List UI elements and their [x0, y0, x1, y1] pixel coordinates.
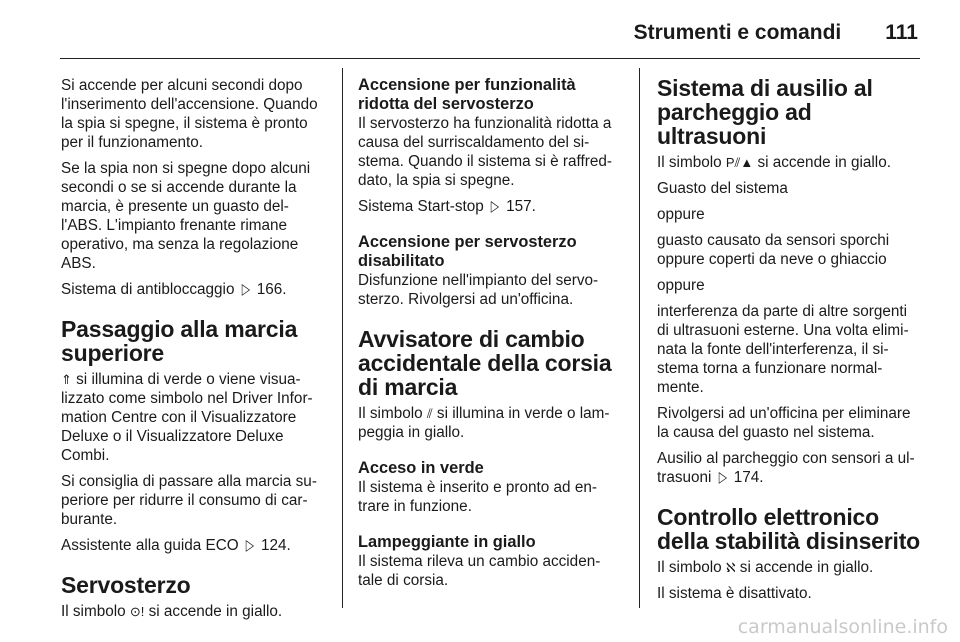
paragraph: oppure	[657, 277, 705, 294]
header-divider	[60, 58, 920, 59]
heading-upshift: Passaggio alla marcia superiore	[61, 316, 298, 366]
esc-off-icon: ℵ	[725, 560, 736, 575]
section-title: Strumenti e comandi	[633, 21, 842, 44]
cross-reference[interactable]: Assistente alla guida ECO ▷ 124.	[61, 537, 291, 554]
parking-assist-icon: P⫽▲	[725, 155, 754, 170]
column-left	[61, 76, 325, 628]
column-divider	[639, 68, 640, 608]
paragraph: Il simbolo ℵ si accende in giallo.	[657, 559, 874, 576]
paragraph: Il simbolo ⊙! si accende in giallo.	[61, 603, 283, 620]
heading-steering: Servosterzo	[61, 572, 191, 598]
paragraph: Il sistema è inserito e pronto ad en-trare in funzione.	[358, 479, 597, 515]
heading-lane-departure: Avvisatore di cambio accidentale della corsia di marcia	[358, 326, 612, 400]
paragraph: oppure	[657, 206, 705, 223]
page-number: 111	[885, 21, 918, 44]
paragraph: ⇑ si illumina di verde o viene visua-lizzato come simbolo nel Driver Infor-mation Centre con il Visualizzatore Deluxe o il Visualizzatore Deluxe Combi.	[61, 371, 313, 464]
heading-flashing-yellow: Lampeggiante in giallo	[358, 533, 536, 551]
paragraph: Il sistema rileva un cambio acciden-tale di corsia.	[358, 553, 601, 589]
cross-reference[interactable]: Sistema di antibloccaggio ▷ 166.	[61, 281, 287, 298]
steering-warning-icon: ⊙!	[129, 604, 145, 619]
paragraph: guasto causato da sensori sporchi oppure coperti da neve o ghiaccio	[657, 232, 890, 268]
heading-esc-off: Controllo elettronico della stabilità disinserito	[657, 504, 921, 554]
cross-reference[interactable]: Ausilio al parcheggio con sensori a ul-trasuoni ▷ 174.	[657, 450, 915, 486]
cross-reference[interactable]: Sistema Start-stop ▷ 157.	[358, 198, 536, 215]
heading-steering-disabled: Accensione per servosterzo disabilitato	[358, 233, 577, 270]
reference-arrow-icon: ▷	[245, 537, 254, 554]
heading-reduced-steering: Accensione per funzionalità ridotta del servosterzo	[358, 76, 576, 113]
reference-arrow-icon: ▷	[490, 198, 500, 215]
paragraph: Il simbolo ⫽ si illumina in verde o lam-peggia in giallo.	[358, 405, 610, 441]
paragraph: Il servosterzo ha funzionalità ridotta a causa del surriscaldamento del si-stema. Quando il sistema si è raffred-dato, la spia si spegne.	[358, 115, 612, 189]
paragraph: Guasto del sistema	[657, 180, 788, 197]
paragraph: Rivolgersi ad un'officina per eliminare la causa del guasto nel sistema.	[657, 405, 911, 441]
reference-arrow-icon: ▷	[718, 469, 727, 486]
paragraph: Il sistema è disattivato.	[657, 585, 812, 602]
reference-arrow-icon: ▷	[241, 281, 250, 298]
column-divider	[342, 68, 343, 608]
paragraph: Se la spia non si spegne dopo alcuni secondi o se si accende durante la marcia, è presente un guasto del-l'ABS. L'impianto frenante rimane operativo, ma senza la regolazione ABS.	[61, 160, 311, 272]
paragraph: Si consiglia di passare alla marcia su-periore per ridurre il consumo di car-burante.	[61, 473, 317, 528]
paragraph: Disfunzione nell'impianto del servo-sterzo. Rivolgersi ad un'officina.	[358, 272, 599, 308]
column-middle	[358, 76, 624, 597]
paragraph: interferenza da parte di altre sorgenti di ultrasuoni esterne. Una volta elimi-nata la fonte dell'interferenza, il si-stema torna a funzionare normal-mente.	[657, 303, 909, 396]
heading-parking-assist: Sistema di ausilio al parcheggio ad ultrasuoni	[657, 75, 873, 149]
upshift-arrow-icon: ⇑	[61, 372, 72, 387]
paragraph: Il simbolo P⫽▲ si accende in giallo.	[657, 154, 891, 171]
page-header	[634, 16, 918, 50]
watermark: carmanualsonline.info	[737, 616, 948, 638]
lane-departure-icon: ⫽	[426, 406, 433, 421]
paragraph: Si accende per alcuni secondi dopo l'inserimento dell'accensione. Quando la spia si spegne, il sistema è pronto per il funzionamento.	[61, 77, 318, 151]
heading-lit-green: Acceso in verde	[358, 459, 484, 477]
column-right	[657, 76, 923, 610]
